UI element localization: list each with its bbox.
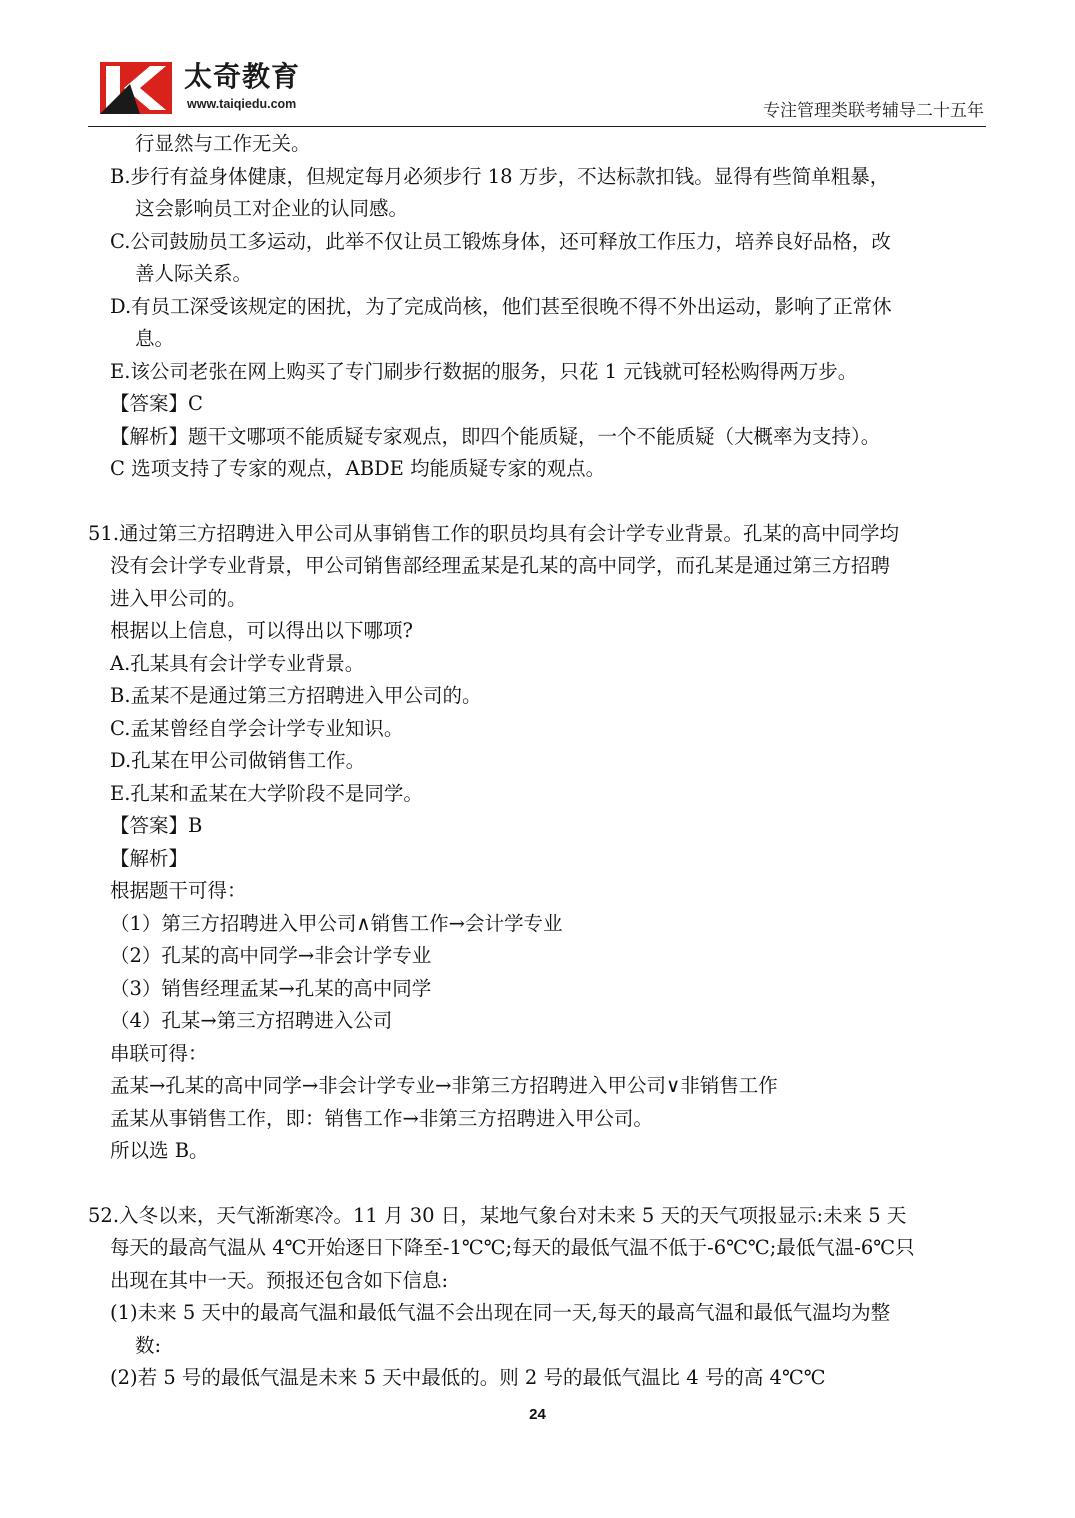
- question-52: 52.入冬以来，天气渐渐寒冷。11 月 30 日，某地气象台对未来 5 天的天气项报显示:未来 5 天: [88, 1204, 907, 1227]
- text-line: 行显然与工作无关。: [135, 132, 311, 155]
- condition-1: (1)未来 5 天中的最高气温和最低气温不会出现在同一天,每天的最高气温和最低气温均为整: [110, 1301, 891, 1324]
- text-line: 孟某→孔某的高中同学→非会计学专业→非第三方招聘进入甲公司∨非销售工作: [110, 1074, 778, 1097]
- option-d: D.孔某在甲公司做销售工作。: [110, 749, 366, 772]
- text-line: 每天的最高气温从 4℃开始逐日下降至-1℃℃;每天的最低气温不低于-6℃℃;最低气温-6℃只: [110, 1236, 915, 1259]
- option-b: B.步行有益身体健康，但规定每月必须步行 18 万步，不达标款扣钱。显得有些简单粗暴，: [110, 165, 890, 188]
- text-line: 息。: [135, 327, 175, 350]
- text-line: C 选项支持了专家的观点，ABDE 均能质疑专家的观点。: [110, 457, 606, 480]
- reasoning-step: （4）孔某→第三方招聘进入公司: [110, 1009, 393, 1032]
- text-line: 这会影响员工对企业的认同感。: [135, 197, 409, 220]
- text-line: 孟某从事销售工作，即：销售工作→非第三方招聘进入甲公司。: [110, 1107, 653, 1130]
- header-slogan: 专注管理类联考辅导二十五年: [763, 101, 984, 121]
- text-line: 出现在其中一天。预报还包含如下信息:: [110, 1269, 449, 1292]
- header-divider: [88, 126, 986, 127]
- condition-2: (2)若 5 号的最低气温是未来 5 天中最低的。则 2 号的最低气温比 4 号的高 4℃℃: [110, 1366, 826, 1389]
- text-line: 数:: [135, 1334, 162, 1357]
- text-line: 根据题干可得：: [110, 879, 247, 902]
- option-a: A.孔某具有会计学专业背景。: [110, 652, 365, 675]
- answer-line: 【答案】B: [110, 814, 203, 837]
- option-e: E.孔某和孟某在大学阶段不是同学。: [110, 782, 423, 805]
- question-prompt: 根据以上信息，可以得出以下哪项?: [110, 619, 413, 642]
- question-51: 51.通过第三方招聘进入甲公司从事销售工作的职员均具有会计学专业背景。孔某的高中同学均: [88, 522, 900, 545]
- option-c: C.孟某曾经自学会计学专业知识。: [110, 717, 404, 740]
- reasoning-step: （2）孔某的高中同学→非会计学专业: [110, 944, 432, 967]
- website-url: www.taiqiedu.com: [187, 97, 297, 111]
- text-line: 所以选 B。: [110, 1139, 209, 1162]
- text-line: 善人际关系。: [135, 262, 253, 285]
- taiqi-logo-icon: [100, 62, 172, 114]
- page-number: 24: [529, 1406, 546, 1423]
- text-line: 没有会计学专业背景，甲公司销售部经理孟某是孔某的高中同学，而孔某是通过第三方招聘: [110, 554, 891, 577]
- analysis-line: 【解析】题干文哪项不能质疑专家观点，即四个能质疑，一个不能质疑（大概率为支持）。: [110, 425, 881, 448]
- reasoning-step: （3）销售经理孟某→孔某的高中同学: [110, 977, 432, 1000]
- option-e: E.该公司老张在网上购买了专门刷步行数据的服务，只花 1 元钱就可轻松购得两万步。: [110, 360, 858, 383]
- brand-name: 太奇教育: [184, 60, 301, 93]
- text-line: 串联可得：: [110, 1042, 208, 1065]
- reasoning-step: （1）第三方招聘进入甲公司∧销售工作→会计学专业: [110, 912, 563, 935]
- text-line: 进入甲公司的。: [110, 587, 247, 610]
- option-b: B.孟某不是通过第三方招聘进入甲公司的。: [110, 684, 482, 707]
- answer-line: 【答案】C: [110, 392, 203, 415]
- option-c: C.公司鼓励员工多运动，此举不仅让员工锻炼身体，还可释放工作压力，培养良好品格，改: [110, 230, 891, 253]
- option-d: D.有员工深受该规定的困扰，为了完成尚核，他们甚至很晚不得不外出运动，影响了正常休: [110, 295, 892, 318]
- analysis-line: 【解析】: [110, 847, 189, 870]
